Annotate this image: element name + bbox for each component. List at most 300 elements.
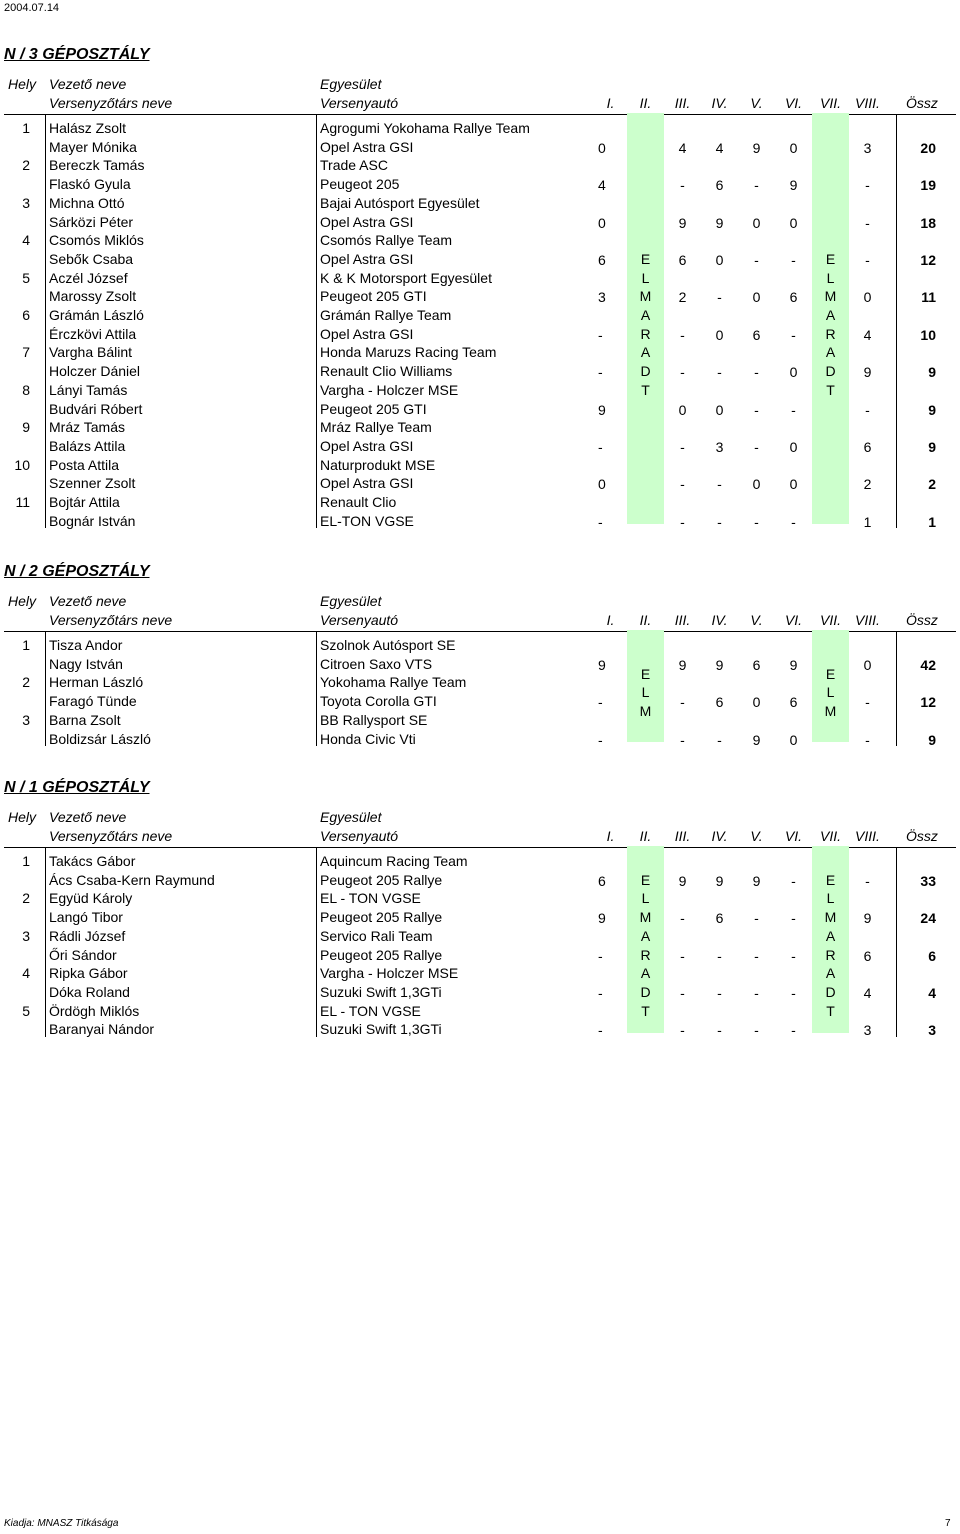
team-name: EL - TON VGSE — [320, 1002, 421, 1019]
codriver-name: Őri Sándor — [49, 946, 117, 963]
place-number: 2 — [22, 890, 30, 907]
place-number: 4 — [22, 232, 30, 249]
total-points: 12 — [920, 251, 936, 268]
round-score: 9 — [752, 731, 761, 748]
driver-name: Bojtár Attila — [49, 494, 120, 510]
header-round: VI. — [784, 612, 803, 628]
round-score: - — [717, 984, 722, 1001]
round-score: - — [680, 947, 685, 964]
cancelled-letter: A — [825, 927, 836, 944]
round-score: - — [598, 731, 603, 748]
cancelled-letter: L — [641, 890, 650, 907]
round-score: 0 — [789, 139, 798, 156]
header-hely: Hely — [8, 76, 37, 92]
round-score: - — [717, 476, 722, 493]
cancelled-letter: A — [640, 927, 651, 944]
driver-name: Tisza Andor — [49, 637, 123, 653]
codriver-name: Boldizsár László — [49, 730, 151, 747]
round-score: - — [754, 984, 759, 1001]
round-score: - — [791, 513, 796, 530]
driver-name: Rádli József — [49, 927, 126, 944]
round-score: 0 — [789, 731, 798, 748]
codriver-name: Marossy Zsolt — [49, 288, 137, 305]
round-score: - — [717, 364, 722, 381]
codriver-name: Faragó Tünde — [49, 693, 137, 710]
place-number: 4 — [22, 965, 30, 982]
cancelled-letter: T — [826, 1002, 835, 1019]
header-round: III. — [674, 612, 691, 628]
cancelled-letter: L — [826, 269, 835, 286]
column-divider — [316, 631, 317, 746]
round-score: - — [598, 326, 603, 343]
driver-name: Együd Károly — [49, 890, 133, 907]
round-score: - — [754, 513, 759, 530]
total-points: 9 — [928, 438, 936, 455]
car-name: Citroen Saxo VTS — [320, 655, 433, 672]
cancelled-letter: A — [640, 307, 651, 323]
total-points: 42 — [920, 656, 936, 673]
round-score: - — [598, 364, 603, 381]
column-divider — [896, 631, 897, 746]
round-score: 0 — [598, 139, 606, 156]
round-score: 0 — [863, 289, 872, 306]
header-round: VI. — [784, 95, 803, 111]
place-number: 5 — [22, 269, 30, 286]
round-score: 4 — [863, 326, 872, 343]
codriver-name: Mayer Mónika — [49, 138, 137, 155]
round-score: 4 — [598, 177, 606, 194]
round-score: - — [754, 947, 759, 964]
round-score: 9 — [598, 401, 606, 418]
place-number: 1 — [22, 853, 30, 869]
team-name: Renault Clio — [320, 494, 397, 510]
car-name: Opel Astra GSI — [320, 250, 414, 267]
round-score: - — [754, 401, 759, 418]
car-name: Honda Civic Vti — [320, 730, 416, 747]
place-number: 8 — [22, 381, 30, 398]
place-number: 1 — [22, 637, 30, 653]
header-round: I. — [606, 95, 615, 111]
cancelled-letter: A — [640, 344, 651, 361]
place-number: 11 — [15, 494, 30, 510]
header-round: I. — [606, 828, 615, 844]
header-round: VI. — [784, 828, 803, 844]
round-score: 6 — [598, 251, 606, 268]
round-score: 0 — [789, 364, 798, 381]
round-score: - — [717, 1022, 722, 1039]
round-score: - — [791, 872, 796, 889]
round-score: 0 — [598, 214, 606, 231]
class-section — [0, 563, 960, 752]
total-points: 24 — [920, 910, 936, 927]
column-divider — [316, 114, 317, 528]
round-score: 6 — [789, 289, 798, 306]
round-score: - — [598, 947, 603, 964]
round-score: 6 — [863, 947, 872, 964]
header-driver: Vezető neve — [49, 809, 127, 825]
total-points: 19 — [920, 177, 936, 194]
driver-name: Csomós Miklós — [49, 232, 144, 249]
round-score: 2 — [863, 476, 872, 493]
header-total: Össz — [906, 612, 938, 628]
driver-name: Halász Zsolt — [49, 120, 127, 136]
driver-name: Lányi Tamás — [49, 381, 128, 398]
round-score: 9 — [789, 656, 798, 673]
class-section — [0, 46, 960, 534]
round-score: 9 — [598, 656, 606, 673]
car-name: Peugeot 205 GTI — [320, 288, 427, 305]
round-score: 2 — [678, 289, 687, 306]
codriver-name: Budvári Róbert — [49, 400, 143, 417]
round-score: 3 — [598, 289, 606, 306]
team-name: Szolnok Autósport SE — [320, 637, 456, 653]
publisher-note: Kiadja: MNASZ Titkásága — [4, 1518, 119, 1529]
cancelled-letter: D — [640, 983, 651, 1000]
driver-name: Vargha Bálint — [49, 344, 133, 361]
header-total: Össz — [906, 828, 938, 844]
team-name: Honda Maruzs Racing Team — [320, 344, 497, 361]
cancelled-letter: A — [825, 344, 836, 361]
codriver-name: Ács Csaba-Kern Raymund — [49, 871, 215, 888]
section-title: N / 1 GÉPOSZTÁLY — [4, 779, 150, 796]
driver-name: Mráz Tamás — [49, 419, 125, 436]
round-score: 0 — [752, 694, 761, 711]
round-score: 6 — [715, 694, 724, 711]
total-points: 11 — [921, 289, 936, 306]
team-name: Servico Rali Team — [320, 927, 433, 944]
header-team: Egyesület — [320, 593, 382, 609]
round-score: 0 — [789, 438, 798, 455]
round-score: 9 — [678, 872, 687, 889]
place-number: 9 — [22, 419, 30, 436]
header-round: III. — [674, 828, 691, 844]
header-car: Versenyautó — [320, 828, 399, 844]
cancelled-letter: L — [641, 269, 650, 286]
round-score: - — [717, 513, 722, 530]
round-score: 0 — [678, 401, 687, 418]
round-score: - — [717, 947, 722, 964]
driver-name: Bereczk Tamás — [49, 157, 145, 174]
round-score: - — [865, 401, 870, 418]
round-score: - — [717, 731, 722, 748]
place-number: 10 — [14, 456, 30, 473]
cancelled-letter: R — [825, 946, 836, 963]
cancelled-letter: E — [640, 871, 651, 888]
cancelled-letter: A — [825, 965, 836, 982]
total-points: 4 — [928, 984, 936, 1001]
cancelled-letter: R — [640, 325, 651, 342]
header-round: VIII. — [855, 95, 880, 111]
section-title: N / 2 GÉPOSZTÁLY — [4, 563, 150, 580]
section-title: N / 3 GÉPOSZTÁLY — [4, 46, 150, 63]
round-score: 9 — [752, 872, 761, 889]
round-score: 6 — [715, 910, 724, 927]
header-round: VII. — [819, 612, 841, 628]
header-round: IV. — [711, 612, 728, 628]
round-score: - — [680, 364, 685, 381]
column-divider — [45, 847, 46, 1037]
codriver-name: Érczkövi Attila — [49, 325, 137, 342]
cancelled-letter: M — [824, 703, 837, 720]
round-score: 6 — [863, 438, 872, 455]
team-name: EL - TON VGSE — [320, 890, 421, 907]
cancelled-letter: T — [641, 1002, 650, 1019]
round-score: - — [754, 438, 759, 455]
cancelled-letter: E — [825, 871, 836, 888]
round-score: 6 — [789, 694, 798, 711]
total-points: 9 — [928, 364, 936, 381]
car-name: Opel Astra GSI — [320, 213, 414, 230]
team-name: Trade ASC — [320, 157, 388, 174]
driver-name: Barna Zsolt — [49, 711, 121, 728]
cancelled-letter: M — [639, 703, 652, 720]
column-divider — [316, 847, 317, 1037]
driver-name: Ördögh Miklós — [49, 1002, 140, 1019]
team-name: Agrogumi Yokohama Rallye Team — [320, 120, 530, 136]
car-name: EL-TON VGSE — [320, 512, 414, 529]
round-score: - — [865, 694, 870, 711]
team-name: Yokohama Rallye Team — [320, 674, 467, 691]
round-score: 9 — [715, 656, 724, 673]
car-name: Peugeot 205 Rallye — [320, 946, 443, 963]
header-round: V. — [750, 828, 763, 844]
document-date: 2004.07.14 — [4, 2, 60, 14]
cancelled-letter: E — [640, 665, 651, 682]
car-name: Peugeot 205 — [320, 176, 400, 193]
place-number: 6 — [22, 307, 30, 323]
round-score: - — [680, 731, 685, 748]
total-points: 18 — [920, 214, 936, 231]
codriver-name: Flaskó Gyula — [49, 176, 131, 193]
round-score: - — [754, 364, 759, 381]
round-score: 3 — [863, 139, 872, 156]
round-score: 9 — [715, 872, 724, 889]
total-points: 6 — [928, 947, 936, 964]
team-name: Mráz Rallye Team — [320, 419, 432, 436]
header-team: Egyesület — [320, 809, 382, 825]
header-codriver: Versenyzőtárs neve — [49, 612, 173, 628]
driver-name: Posta Attila — [49, 456, 120, 473]
round-score: - — [680, 984, 685, 1001]
car-name: Peugeot 205 Rallye — [320, 909, 443, 926]
round-score: 6 — [678, 251, 687, 268]
team-name: Grámán Rallye Team — [320, 307, 452, 323]
cancelled-letter: L — [826, 684, 835, 701]
round-score: - — [791, 984, 796, 1001]
header-round: V. — [750, 612, 763, 628]
round-score: - — [680, 910, 685, 927]
round-score: 9 — [752, 139, 761, 156]
round-score: 6 — [715, 177, 724, 194]
team-name: Aquincum Racing Team — [320, 853, 468, 869]
header-codriver: Versenyzőtárs neve — [49, 828, 173, 844]
car-name: Renault Clio Williams — [320, 363, 453, 380]
codriver-name: Holczer Dániel — [49, 363, 141, 380]
column-divider — [896, 114, 897, 528]
total-points: 3 — [928, 1022, 936, 1039]
team-name: K & K Motorsport Egyesület — [320, 269, 492, 286]
round-score: 0 — [752, 476, 761, 493]
round-score: - — [680, 1022, 685, 1039]
round-score: 3 — [715, 438, 724, 455]
total-points: 1 — [928, 513, 936, 530]
total-points: 10 — [920, 326, 936, 343]
team-name: Bajai Autósport Egyesület — [320, 194, 480, 211]
cancelled-letter: D — [825, 363, 836, 380]
codriver-name: Szenner Zsolt — [49, 475, 136, 492]
column-divider — [45, 631, 46, 746]
place-number: 3 — [22, 711, 30, 728]
total-points: 9 — [928, 731, 936, 748]
round-score: 9 — [863, 910, 872, 927]
team-name: Csomós Rallye Team — [320, 232, 453, 249]
round-score: - — [791, 947, 796, 964]
total-points: 2 — [928, 476, 936, 493]
header-hely: Hely — [8, 593, 37, 609]
header-round: VII. — [819, 95, 841, 111]
cancelled-letter: R — [825, 325, 836, 342]
round-score: - — [754, 251, 759, 268]
header-codriver: Versenyzőtárs neve — [49, 95, 173, 111]
round-score: - — [680, 694, 685, 711]
header-round: IV. — [711, 95, 728, 111]
car-name: Suzuki Swift 1,3GTi — [320, 983, 442, 1000]
total-points: 9 — [928, 401, 936, 418]
header-team: Egyesület — [320, 76, 382, 92]
codriver-name: Langó Tibor — [49, 909, 123, 926]
car-name: Opel Astra GSI — [320, 437, 414, 454]
header-round: III. — [674, 95, 691, 111]
driver-name: Grámán László — [49, 307, 144, 323]
round-score: - — [865, 214, 870, 231]
team-name: Vargha - Holczer MSE — [320, 965, 459, 982]
header-hely: Hely — [8, 809, 37, 825]
round-score: 4 — [715, 139, 724, 156]
car-name: Peugeot 205 GTI — [320, 400, 427, 417]
driver-name: Takács Gábor — [49, 853, 136, 869]
page-number: 7 — [945, 1518, 951, 1529]
round-score: - — [680, 326, 685, 343]
round-score: 0 — [715, 401, 724, 418]
codriver-name: Sebők Csaba — [49, 250, 134, 267]
cancelled-letter: E — [640, 250, 651, 267]
cancelled-letter: M — [824, 909, 837, 926]
round-score: 0 — [598, 476, 606, 493]
round-score: - — [680, 476, 685, 493]
codriver-name: Sárközi Péter — [49, 213, 134, 230]
cancelled-letter: T — [641, 381, 650, 398]
round-score: 6 — [752, 656, 761, 673]
class-section — [0, 779, 960, 1043]
header-car: Versenyautó — [320, 612, 399, 628]
header-car: Versenyautó — [320, 95, 399, 111]
round-score: - — [680, 177, 685, 194]
total-points: 12 — [920, 694, 936, 711]
round-score: - — [865, 872, 870, 889]
car-name: Opel Astra GSI — [320, 325, 414, 342]
header-round: IV. — [711, 828, 728, 844]
cancelled-letter: D — [640, 363, 651, 380]
round-score: 9 — [715, 214, 724, 231]
round-score: 6 — [752, 326, 761, 343]
round-score: - — [598, 438, 603, 455]
driver-name: Michna Ottó — [49, 194, 125, 211]
driver-name: Aczél József — [49, 269, 128, 286]
place-number: 2 — [22, 157, 30, 174]
cancelled-letter: A — [825, 307, 836, 323]
place-number: 3 — [22, 194, 30, 211]
cancelled-letter: M — [639, 288, 652, 305]
car-name: Opel Astra GSI — [320, 138, 414, 155]
place-number: 3 — [22, 927, 30, 944]
cancelled-letter: T — [826, 381, 835, 398]
cancelled-letter: R — [640, 946, 651, 963]
round-score: 9 — [678, 656, 687, 673]
round-score: - — [865, 731, 870, 748]
round-score: - — [754, 910, 759, 927]
round-score: - — [754, 1022, 759, 1039]
header-total: Össz — [906, 95, 938, 111]
place-number: 5 — [22, 1002, 30, 1019]
team-name: Naturprodukt MSE — [320, 456, 436, 473]
round-score: - — [791, 401, 796, 418]
round-score: - — [598, 1022, 603, 1039]
round-score: 9 — [598, 910, 606, 927]
driver-name: Ripka Gábor — [49, 965, 128, 982]
round-score: 0 — [752, 289, 761, 306]
header-round: VII. — [819, 828, 841, 844]
codriver-name: Baranyai Nándor — [49, 1021, 155, 1038]
column-divider — [896, 847, 897, 1037]
round-score: - — [598, 694, 603, 711]
cancelled-letter: A — [640, 965, 651, 982]
column-divider — [45, 114, 46, 528]
round-score: 9 — [789, 177, 798, 194]
team-name: BB Rallysport SE — [320, 711, 428, 728]
header-round: II. — [639, 612, 652, 628]
round-score: 0 — [863, 656, 872, 673]
round-score: - — [717, 289, 722, 306]
round-score: 9 — [863, 364, 872, 381]
cancelled-letter: E — [825, 250, 836, 267]
header-driver: Vezető neve — [49, 76, 127, 92]
codriver-name: Nagy István — [49, 655, 123, 672]
round-score: 0 — [789, 214, 798, 231]
header-round: VIII. — [855, 828, 880, 844]
codriver-name: Dóka Roland — [49, 983, 130, 1000]
round-score: 0 — [752, 214, 761, 231]
car-name: Opel Astra GSI — [320, 475, 414, 492]
header-round: I. — [606, 612, 615, 628]
cancelled-letter: L — [641, 684, 650, 701]
total-points: 20 — [920, 139, 936, 156]
place-number: 1 — [22, 120, 30, 136]
round-score: - — [754, 177, 759, 194]
round-score: 0 — [715, 251, 724, 268]
round-score: - — [791, 910, 796, 927]
round-score: - — [791, 326, 796, 343]
cancelled-letter: D — [825, 983, 836, 1000]
car-name: Toyota Corolla GTI — [320, 693, 437, 710]
round-score: - — [598, 984, 603, 1001]
header-round: VIII. — [855, 612, 880, 628]
round-score: - — [598, 513, 603, 530]
place-number: 7 — [22, 344, 30, 361]
header-driver: Vezető neve — [49, 593, 127, 609]
round-score: - — [680, 513, 685, 530]
round-score: 9 — [678, 214, 687, 231]
header-round: II. — [639, 828, 652, 844]
